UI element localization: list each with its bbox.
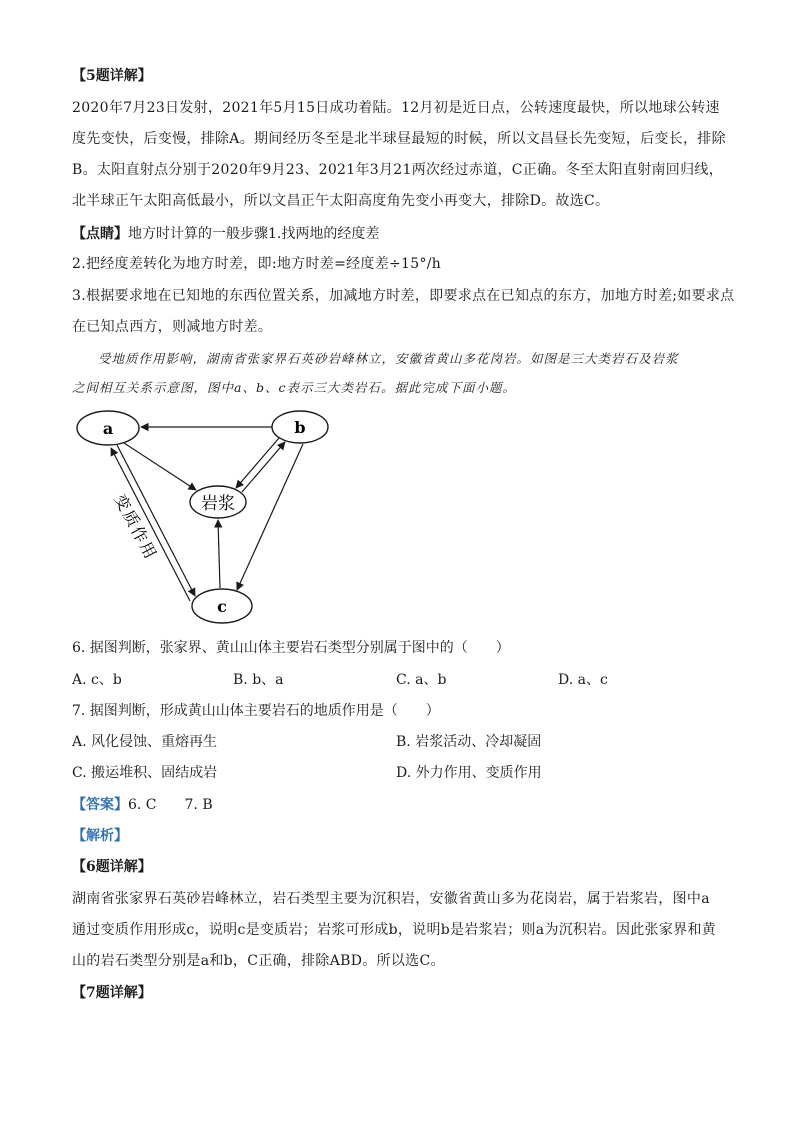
q6-option-d: D. a、c: [558, 672, 608, 688]
tip-header: 【点睛】: [72, 226, 128, 242]
metamorphism-char-3: 作: [127, 522, 152, 546]
tip-text-1: 地方时计算的一般步骤1.找两地的经度差: [128, 226, 380, 242]
metamorphism-char-4: 用: [135, 538, 161, 562]
intro-line-1: 受地质作用影响，湖南省张家界石英砂岩峰林立，安徽省黄山多花岗岩。如图是三大类岩石及岩浆: [98, 351, 679, 366]
tip-line-3: 3.根据要求地在已知地的东西位置关系，加减地方时差，即要求点在已知点的东方，加地方时差;如要求点: [72, 288, 735, 304]
q7-stem: 7. 据图判断，形成黄山山体主要岩石的地质作用是（ ）: [72, 703, 440, 719]
section5-line-3: B。太阳直射点分别于2020年9月23、2021年3月21两次经过赤道，C正确。冬至太阳直射南回归线，: [72, 162, 723, 178]
arrow-a-to-magma: [124, 443, 196, 490]
section7-header: 【7题详解】: [72, 985, 152, 1001]
tip-line-1: [72, 224, 379, 244]
q6-stem: 6. 据图判断，张家界、黄山山体主要岩石类型分别属于图中的（ ）: [72, 640, 510, 656]
answer-line: [72, 795, 213, 815]
analysis-label: 【解析】: [72, 828, 128, 844]
answer-label: 【答案】: [72, 797, 128, 813]
section5-header: 【5题详解】: [72, 68, 152, 84]
q7-option-a: A. 风化侵蚀、重熔再生: [72, 734, 218, 750]
section6-line-2: 通过变质作用形成c，说明c是变质岩；岩浆可形成b，说明b是岩浆岩；则a为沉积岩。因此张家界和黄: [72, 922, 717, 938]
arrow-b-to-magma: [236, 438, 279, 488]
q7-option-b: B. 岩浆活动、冷却凝固: [396, 734, 542, 750]
node-c-label: c: [217, 597, 227, 616]
metamorphism-char-2: 质: [118, 506, 144, 530]
tip-line-4: 在已知点西方，则减地方时差。: [72, 319, 273, 335]
section6-line-3: 山的岩石类型分别是a和b，C正确，排除ABD。所以选C。: [72, 953, 445, 969]
q6-option-c: C. a、b: [396, 672, 447, 688]
q7-option-d: D. 外力作用、变质作用: [396, 765, 542, 781]
metamorphism-label: [110, 491, 160, 562]
node-b-label: b: [294, 418, 306, 437]
section5-line-4: 北半球正午太阳高低最小，所以文昌正午太阳高度角先变小再变大，排除D。故选C。: [72, 193, 610, 209]
q6-option-a: A. c、b: [72, 672, 122, 688]
node-magma-label: 岩浆: [201, 494, 235, 514]
arrow-magma-to-b: [242, 442, 285, 492]
rock-cycle-diagram: [72, 408, 332, 628]
section6-line-1: 湖南省张家界石英砂岩峰林立，岩石类型主要为沉积岩，安徽省黄山多为花岗岩，属于岩浆岩，图中a: [72, 891, 710, 907]
answer-text: 6. C 7. B: [128, 797, 213, 813]
metamorphism-char-1: 变: [110, 490, 135, 515]
arrow-c-to-a: [111, 448, 190, 601]
arrow-b-to-c: [237, 444, 303, 590]
q6-option-b: B. b、a: [233, 672, 284, 688]
section5-line-1: 2020年7月23日发射，2021年5月15日成功着陆。12月初是近日点，公转速度最快，所以地球公转速: [72, 100, 720, 116]
q7-option-c: C. 搬运堆积、固结成岩: [72, 765, 218, 781]
node-a-label: a: [102, 419, 114, 438]
arrow-c-to-magma: [218, 520, 220, 588]
intro-line-2: 之间相互关系示意图，图中a、b、c表示三大类岩石。据此完成下面小题。: [72, 380, 516, 395]
section5-line-2: 度先变快，后变慢，排除A。期间经历冬至是北半球昼最短的时候，所以文昌昼长先变短，后变长，排除: [72, 131, 726, 147]
section6-header: 【6题详解】: [72, 859, 152, 875]
tip-line-2: 2.把经度差转化为地方时差，即:地方时差=经度差÷15°/h: [72, 256, 442, 272]
